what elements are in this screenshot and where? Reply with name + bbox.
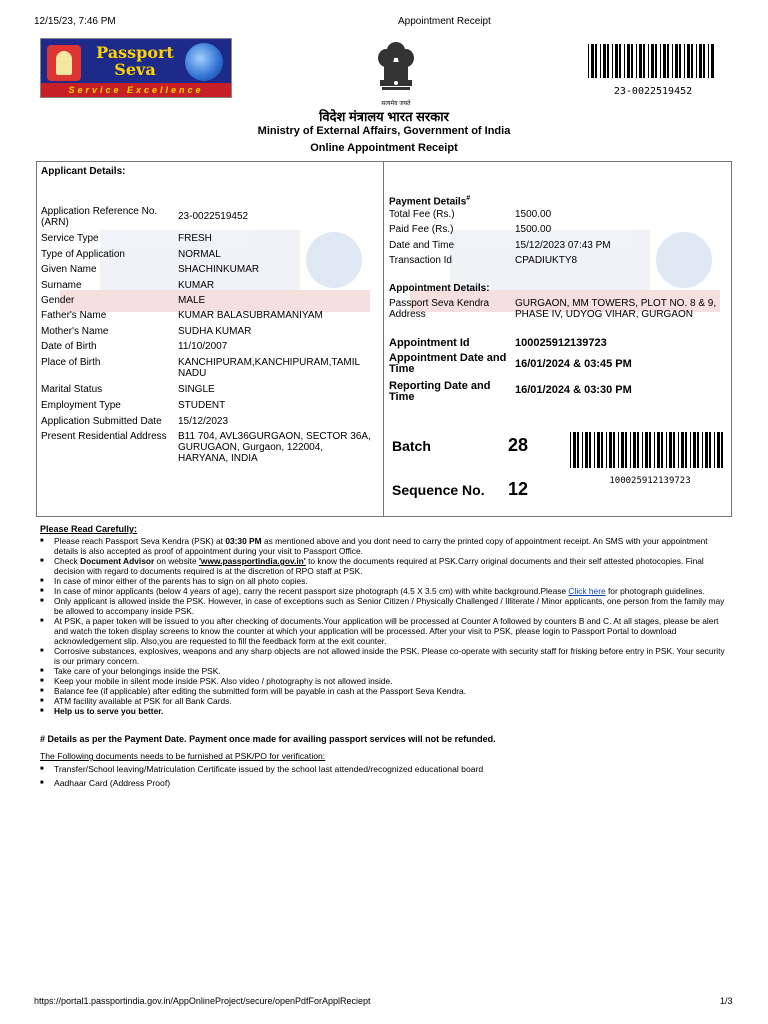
applicant-field-value: SUDHA KUMAR bbox=[178, 326, 252, 337]
reporting-datetime-value: 16/01/2024 & 03:30 PM bbox=[515, 384, 632, 396]
applicant-field-label: Surname bbox=[41, 280, 82, 291]
payment-field-value: 1500.00 bbox=[515, 209, 552, 220]
applicant-field-value: 11/10/2007 bbox=[178, 341, 228, 352]
sequence-label: Sequence No. bbox=[392, 482, 485, 498]
appointment-id-value: 100025912139723 bbox=[515, 337, 607, 349]
batch-value: 28 bbox=[508, 435, 529, 455]
instructions-list bbox=[40, 536, 730, 716]
logo-tagline: Service Excellence bbox=[41, 83, 231, 97]
applicant-field-label: Gender bbox=[41, 295, 75, 306]
applicant-field-label: Application Submitted Date bbox=[41, 416, 162, 427]
applicant-field-value: FRESH bbox=[178, 233, 212, 244]
passport-seva-logo bbox=[40, 38, 232, 98]
documents-title: The Following documents needs to be furnished at PSK/PO for verification: bbox=[40, 751, 326, 761]
details-divider bbox=[383, 161, 384, 517]
list-item: ■ Please reach Passport Seva Kendra (PSK) at 03:30 PM as mentioned above and you dont need to carry the printed copy of appointment receipt. An SMS with your appointment details is also accepted as proof of appointment during your visit to Passport Office. bbox=[40, 536, 730, 556]
appointment-barcode bbox=[570, 432, 730, 468]
payment-field-value: CPADIUKTY8 bbox=[515, 255, 578, 266]
payment-field-label: Transaction Id bbox=[389, 255, 452, 266]
applicant-field-value: B11 704, AVL36GURGAON, SECTOR 36A, GURUGAON, Gurgaon, 122004, HARYANA, INDIA bbox=[178, 431, 371, 464]
list-item: ■ Check Document Advisor on website 'www.passportindia.gov.in' to know the documents required at PSK.Carry original documents and their self attested photocopies. Final decision with regard to documents required is at the discretion of RPO staff at PSK. bbox=[40, 556, 730, 576]
list-item: ■ Only applicant is allowed inside the PSK. However, in case of exceptions such as Senior Citizen / Physically Challenged / Illiterate / Minor applicants, one person from the family may be allowed to accompany inside PSK. bbox=[40, 596, 730, 616]
applicant-field-label: Marital Status bbox=[41, 384, 103, 395]
print-url: https://portal1.passportindia.gov.in/AppOnlineProject/secure/openPdfForApplReciept bbox=[34, 996, 371, 1006]
list-item: ■ Transfer/School leaving/Matriculation Certificate issued by the school last attended/recognized educational board bbox=[40, 764, 730, 775]
print-datetime: 12/15/23, 7:46 PM bbox=[34, 16, 116, 27]
batch-label: Batch bbox=[392, 438, 431, 454]
applicant-field-label: Date of Birth bbox=[41, 341, 97, 352]
instructions-title: Please Read Carefully: bbox=[40, 524, 138, 534]
applicant-field-value: STUDENT bbox=[178, 400, 226, 411]
list-item: ■ Take care of your belongings inside the PSK. bbox=[40, 666, 730, 676]
psk-address-value: GURGAON, MM TOWERS, PLOT NO. 8 & 9, PHASE IV, UDYOG VIHAR, GURGAON bbox=[515, 298, 717, 320]
list-item: ■ Aadhaar Card (Address Proof) bbox=[40, 778, 730, 789]
reporting-datetime-label: Reporting Date and Time bbox=[389, 380, 491, 403]
payment-field-label: Total Fee (Rs.) bbox=[389, 209, 455, 220]
applicant-field-label: Application Reference No. (ARN) bbox=[41, 206, 158, 228]
applicant-field-value: KUMAR bbox=[178, 280, 215, 291]
applicant-field-value: NORMAL bbox=[178, 249, 221, 260]
applicant-field-label: Father's Name bbox=[41, 310, 107, 321]
appointment-datetime-label: Appointment Date and Time bbox=[389, 352, 507, 375]
documents-list bbox=[40, 764, 730, 792]
list-item: ■ Keep your mobile in silent mode inside PSK. Also video / photography is not allowed inside. bbox=[40, 676, 730, 686]
logo-title: Passport Seva bbox=[96, 43, 174, 79]
list-item: ■ In case of minor either of the parents has to sign on all photo copies. bbox=[40, 576, 730, 586]
list-item: ■ At PSK, a paper token will be issued to you after checking of documents.Your application will be processed at Counter A followed by counters B and C. At all stages, please be alert and watch the token display screens to know the counter at which your application will be processed. After your visit to PSK, please login to Passport Portal to download acknowledgement slip. Also,you are requested to fill the feedback form at the exit counter. bbox=[40, 616, 730, 646]
appointment-section-title: Appointment Details: bbox=[389, 283, 490, 294]
list-item: ■ In case of minor applicants (below 4 years of age), carry the recent passport size photograph (4.5 X 3.5 cm) with white background.Please Click here for photograph guidelines. bbox=[40, 586, 730, 596]
applicant-field-label: Present Residential Address bbox=[41, 431, 167, 442]
applicant-field-value: 15/12/2023 bbox=[178, 416, 229, 427]
print-page-title: Appointment Receipt bbox=[398, 16, 491, 27]
applicant-field-label: Mother's Name bbox=[41, 326, 109, 337]
psk-address-label: Passport Seva Kendra Address bbox=[389, 298, 490, 320]
list-item: ■ Corrosive substances, explosives, weapons and any sharp objects are not allowed inside the PSK. Please co-operate with security staff for frisking before entry in PSK. Your security is our primary concern. bbox=[40, 646, 730, 666]
sequence-value: 12 bbox=[508, 479, 529, 499]
applicant-field-value: KUMAR BALASUBRAMANIYAM bbox=[178, 310, 323, 321]
ashoka-emblem-icon bbox=[47, 45, 81, 81]
payment-footnote: # Details as per the Payment Date. Payment once made for availing passport services will not be refunded. bbox=[40, 734, 496, 744]
payment-field-label: Date and Time bbox=[389, 240, 455, 251]
globe-icon bbox=[185, 43, 223, 81]
applicant-field-label: Type of Application bbox=[41, 249, 125, 260]
applicant-field-value: KANCHIPURAM,KANCHIPURAM,TAMIL NADU bbox=[178, 357, 360, 379]
applicant-field-value: SHACHINKUMAR bbox=[178, 264, 260, 275]
applicant-field-label: Employment Type bbox=[41, 400, 121, 411]
emblem-caption: सत्यमेव जयते bbox=[381, 101, 411, 107]
appointment-id-label: Appointment Id bbox=[389, 337, 470, 349]
payment-section-title: Payment Details# bbox=[389, 195, 471, 208]
list-item: ■ Help us to serve you better. bbox=[40, 706, 730, 716]
hindi-title: विदेश मंत्रालय भारत सरकार bbox=[319, 109, 449, 124]
applicant-field-label: Place of Birth bbox=[41, 357, 101, 368]
receipt-title: Online Appointment Receipt bbox=[310, 142, 458, 154]
national-emblem-icon bbox=[368, 40, 424, 107]
applicant-field-value: 23-0022519452 bbox=[178, 211, 249, 222]
applicant-field-value: SINGLE bbox=[178, 384, 215, 395]
payment-field-value: 1500.00 bbox=[515, 224, 552, 235]
payment-field-value: 15/12/2023 07:43 PM bbox=[515, 240, 611, 251]
appointment-datetime-value: 16/01/2024 & 03:45 PM bbox=[515, 358, 632, 370]
arn-barcode bbox=[588, 44, 718, 78]
photo-guidelines-link[interactable]: Click here bbox=[568, 586, 606, 596]
applicant-field-value: MALE bbox=[178, 295, 206, 306]
payment-field-label: Paid Fee (Rs.) bbox=[389, 224, 454, 235]
list-item: ■ Balance fee (if applicable) after editing the submitted form will be payable in cash at the Passport Seva Kendra. bbox=[40, 686, 730, 696]
applicant-field-label: Given Name bbox=[41, 264, 97, 275]
arn-barcode-text: 23-0022519452 bbox=[613, 86, 693, 97]
applicant-section-title: Applicant Details: bbox=[41, 166, 126, 177]
print-page-number: 1/3 bbox=[720, 996, 733, 1006]
list-item: ■ ATM facility available at PSK for all Bank Cards. bbox=[40, 696, 730, 706]
appointment-barcode-text: 100025912139723 bbox=[609, 476, 691, 486]
applicant-field-label: Service Type bbox=[41, 233, 99, 244]
ministry-title: Ministry of External Affairs, Government of India bbox=[257, 125, 511, 137]
